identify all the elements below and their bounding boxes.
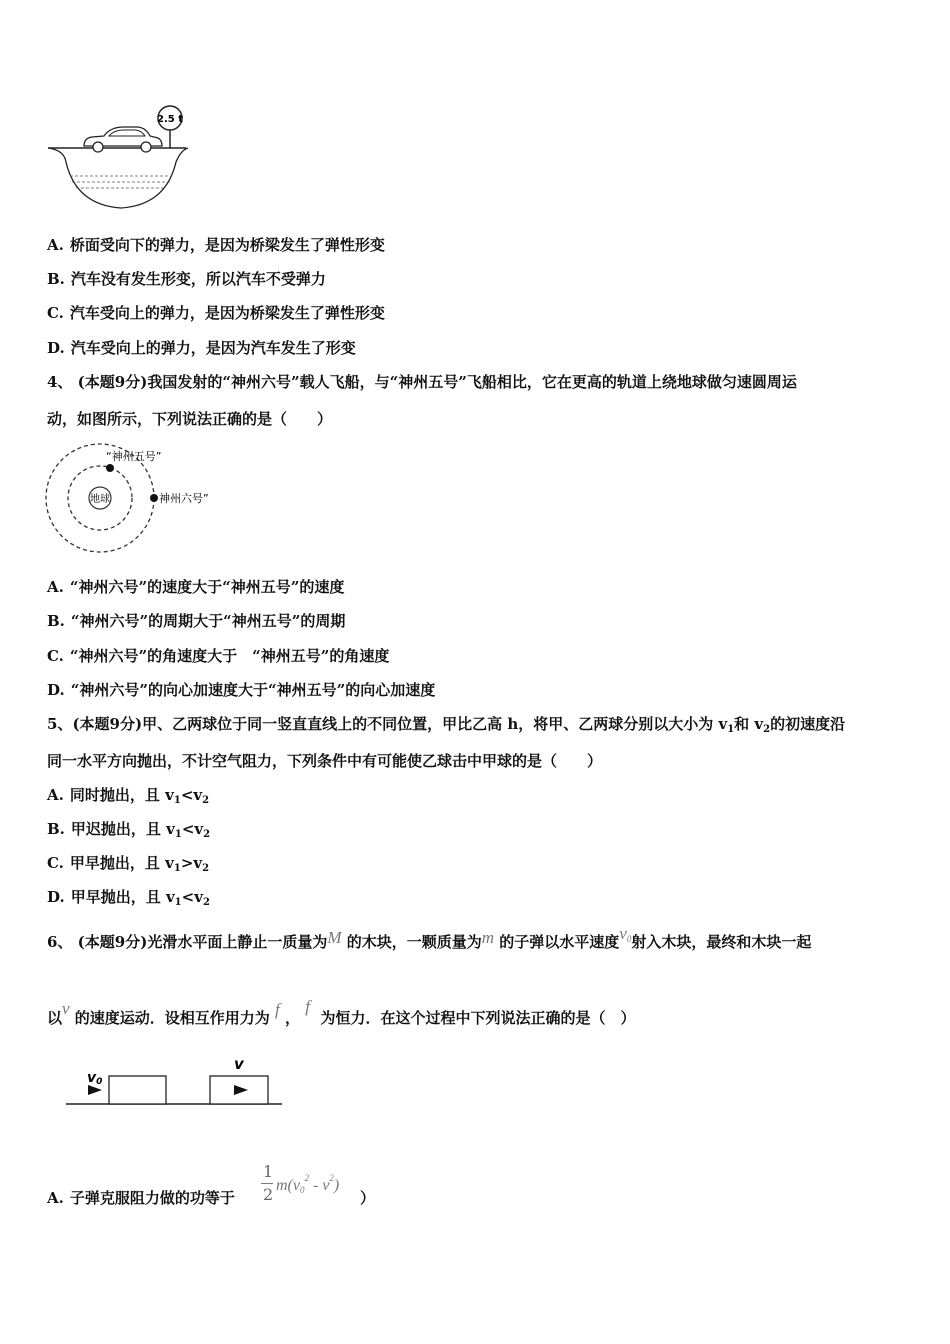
- q5-option-b[interactable]: B. 甲迟抛出，且 $v_1<v_2$: [47, 820, 211, 840]
- v0-label: v0: [87, 1070, 103, 1087]
- q5-stem-line1: 5、(本题9分)甲、乙两球位于同一竖直直线上的不同位置，甲比乙高 h，将甲、乙两球分别以大小为 $v_1$和 $v_2$的初速度沿: [47, 715, 846, 735]
- frac-bar: [261, 1183, 273, 1184]
- riverbank: [48, 148, 188, 208]
- q3-option-c[interactable]: C. 汽车受向上的弹力，是因为桥梁发生了弹性形变: [47, 304, 385, 322]
- q5-option-a[interactable]: A. 同时抛出，且 $v_1<v_2$: [47, 786, 210, 806]
- q4-stem-line1: 4、 (本题9分)我国发射的“神州六号”载人飞船，与“神州五号”飞船相比，它在更高的轨道上绕地球做匀速圆周运: [47, 373, 797, 391]
- math-v0: v0: [619, 924, 632, 944]
- q4-option-a[interactable]: A. “神州六号”的速度大于“神州五号”的速度: [47, 578, 345, 596]
- q6-option-a[interactable]: A. 子弹克服阻力做的功等于: [47, 1189, 235, 1207]
- q4-option-b[interactable]: B. “神州六号”的周期大于“神州五号”的周期: [47, 612, 346, 630]
- shenzhou5-label: “神州五号”: [106, 450, 162, 463]
- earth-label: 地球: [90, 494, 110, 505]
- math-f2: f: [305, 997, 310, 1016]
- q3-option-d[interactable]: D. 汽车受向上的弹力，是因为汽车发生了形变: [47, 339, 356, 357]
- frac-den: 2: [263, 1185, 274, 1204]
- math-v: v: [62, 999, 70, 1018]
- q5-option-d[interactable]: D. 甲早抛出，且 $v_1<v_2$: [47, 888, 210, 908]
- math-M: M: [327, 928, 342, 947]
- q3-option-b[interactable]: B. 汽车没有发生形变，所以汽车不受弹力: [47, 270, 326, 288]
- block-figure: [62, 1052, 287, 1114]
- q4-stem-line2: 动，如图所示，下列说法正确的是（ ）: [47, 410, 333, 428]
- formula-body: $m(v0^2 - v^2)$: [276, 1173, 340, 1195]
- q5-stem-line2: 同一水平方向抛出，不计空气阻力，下列条件中有可能使乙球击中甲球的是（ ）: [47, 752, 603, 770]
- v-label: v: [234, 1055, 244, 1073]
- q6-stem-line2: 以v 的速度运动．设相互作用力为 f ， f 为恒力．在这个过程中下列说法正确的是（ ）: [47, 997, 636, 1027]
- q6-option-a-tail: ）: [360, 1189, 376, 1207]
- formula-work: [261, 1162, 371, 1212]
- orbit-figure: [44, 442, 230, 554]
- q4-option-c[interactable]: C. “神州六号”的角速度大于 “神州五号”的角速度: [47, 647, 390, 665]
- weight-limit-label: 2.5 t: [157, 114, 183, 125]
- shenzhou6-label: 神州六号”: [159, 492, 209, 505]
- math-m: m: [481, 928, 495, 947]
- bridge-figure: [46, 100, 196, 212]
- frac-num: 1: [263, 1162, 274, 1181]
- q5-option-c[interactable]: C. 甲早抛出，且 $v_1>v_2$: [47, 854, 210, 874]
- car-wheel-front: [93, 142, 103, 152]
- block-initial: [109, 1076, 166, 1104]
- math-f1: f: [275, 1000, 280, 1019]
- q3-option-a[interactable]: A. 桥面受向下的弹力，是因为桥梁发生了弹性形变: [47, 236, 385, 254]
- q4-option-d[interactable]: D. “神州六号”的向心加速度大于“神州五号”的向心加速度: [47, 681, 436, 699]
- shenzhou5-dot: [106, 464, 114, 472]
- water-lines: [70, 176, 172, 188]
- shenzhou6-dot: [150, 494, 158, 502]
- q6-stem-line1: 6、 (本题9分)光滑水平面上静止一质量为M 的木块，一颗质量为m 的子弹以水平速度v0射入木块，最终和木块一起: [47, 924, 812, 951]
- car-wheel-rear: [141, 142, 151, 152]
